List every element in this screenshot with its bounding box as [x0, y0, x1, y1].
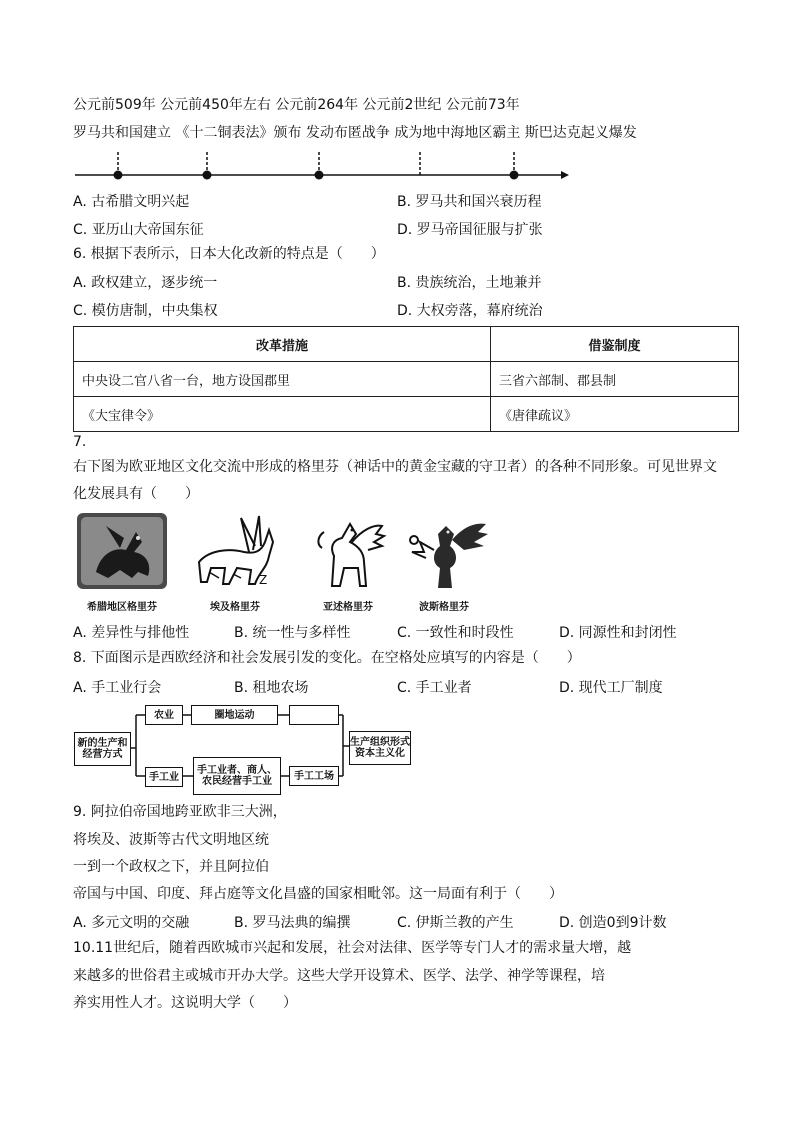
table-cell: 《唐律疏议》 [491, 397, 739, 432]
egyptian-griffin-image [189, 512, 281, 590]
table-row [74, 397, 739, 432]
assyrian-griffin-image [302, 512, 394, 590]
q5-option-a: A. 古希腊文明兴起 [73, 194, 190, 210]
q8-stem: 8. 下面图示是西欧经济和社会发展引发的变化。在空格处应填写的内容是（ ） [73, 650, 581, 666]
q7-option-c: C. 一致性和时段性 [397, 625, 514, 641]
q9-line3: 一到一个政权之下，并且阿拉伯 [73, 859, 269, 875]
craftsmen-box: 手工业者、商人、农民经营手工业 [193, 757, 281, 795]
assyrian-griffin-label: 亚述格里芬 [323, 602, 373, 613]
timeline-events: 罗马共和国建立 《十二铜表法》颁布 发动布匿战争 成为地中海地区霸主 斯巴达克起义爆发 [73, 125, 637, 141]
q9-option-d: D. 创造0到9计数 [559, 915, 667, 931]
q6-option-b: B. 贵族统治，土地兼并 [397, 275, 542, 291]
persian-griffin-image [398, 512, 490, 590]
q9-option-b: B. 罗马法典的编撰 [234, 915, 351, 931]
q8-option-c: C. 手工业者 [397, 680, 472, 696]
svg-text:Z: Z [259, 573, 268, 587]
q7-stem-line2: 化发展具有（ ） [73, 486, 199, 502]
q9-option-c: C. 伊斯兰教的产生 [397, 915, 514, 931]
table-cell: 中央设二官八省一台，地方设国郡里 [74, 362, 491, 397]
reform-table [73, 326, 739, 432]
q10-line3: 养实用性人才。这说明大学（ ） [73, 995, 297, 1011]
greek-griffin-image [76, 512, 168, 590]
q9-line2: 将埃及、波斯等古代文明地区统 [73, 832, 269, 848]
capitalist-organization-box: 生产组织形式资本主义化 [349, 731, 411, 765]
persian-griffin-label: 波斯格里芬 [419, 602, 469, 613]
table-header: 借鉴制度 [491, 327, 739, 362]
q7-option-a: A. 差异性与排他性 [73, 625, 190, 641]
q7-option-b: B. 统一性与多样性 [234, 625, 351, 641]
new-production-mode-box: 新的生产和经营方式 [74, 732, 131, 766]
q7-number: 7. [73, 434, 87, 450]
timeline-axis [73, 150, 573, 184]
workshop-box: 手工工场 [289, 766, 339, 786]
q6-stem: 6. 根据下表所示，日本大化改新的特点是（ ） [73, 246, 385, 262]
table-header-row [74, 327, 739, 362]
enclosure-movement-box: 圈地运动 [191, 705, 278, 725]
q5-option-b: B. 罗马共和国兴衰历程 [397, 194, 542, 210]
greek-griffin-label: 希腊地区格里芬 [87, 602, 157, 613]
table-header: 改革措施 [74, 327, 491, 362]
handicraft-box: 手工业 [145, 767, 183, 787]
q7-stem-line1: 右下图为欧亚地区文化交流中形成的格里芬（神话中的黄金宝藏的守卫者）的各种不同形象。可见世界文 [73, 459, 717, 475]
q10-line1: 10.11世纪后，随着西欧城市兴起和发展，社会对法律、医学等专门人才的需求量大增，越 [73, 940, 632, 956]
table-cell: 《大宝律令》 [74, 397, 491, 432]
q7-option-d: D. 同源性和封闭性 [559, 625, 677, 641]
timeline-dates: 公元前509年 公元前450年左右 公元前264年 公元前2世纪 公元前73年 [73, 97, 520, 113]
q5-option-c: C. 亚历山大帝国东征 [73, 222, 204, 238]
q6-option-d: D. 大权旁落，幕府统治 [397, 303, 543, 319]
blank-answer-box [289, 705, 339, 725]
q6-option-c: C. 模仿唐制，中央集权 [73, 303, 218, 319]
agriculture-box: 农业 [145, 705, 183, 725]
q9-line1: 9. 阿拉伯帝国地跨亚欧非三大洲， [73, 804, 287, 820]
q6-option-a: A. 政权建立，逐步统一 [73, 275, 218, 291]
table-row [74, 362, 739, 397]
egyptian-griffin-label: 埃及格里芬 [210, 602, 260, 613]
q8-option-b: B. 租地农场 [234, 680, 309, 696]
q8-option-a: A. 手工业行会 [73, 680, 162, 696]
q5-option-d: D. 罗马帝国征服与扩张 [397, 222, 543, 238]
q10-line2: 来越多的世俗君主或城市开办大学。这些大学开设算术、医学、法学、神学等课程，培 [73, 968, 605, 984]
q9-option-a: A. 多元文明的交融 [73, 915, 190, 931]
q8-option-d: D. 现代工厂制度 [559, 680, 663, 696]
q9-line4: 帝国与中国、印度、拜占庭等文化昌盛的国家相毗邻。这一局面有利于（ ） [73, 886, 563, 902]
table-cell: 三省六部制、郡县制 [491, 362, 739, 397]
